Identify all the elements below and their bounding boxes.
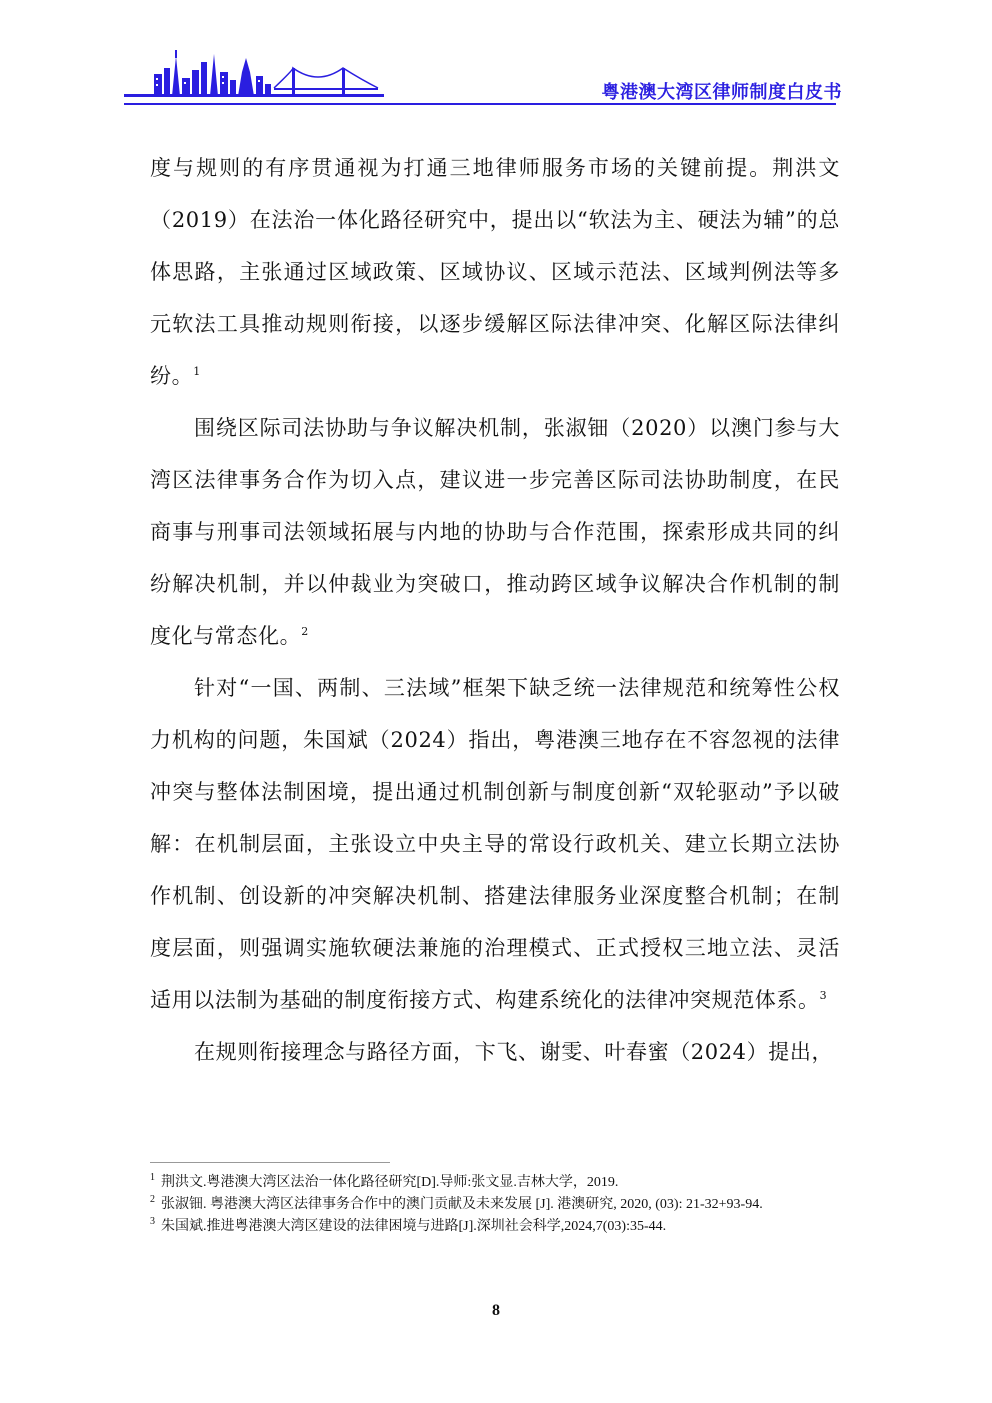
footnote-3 bbox=[150, 1216, 840, 1238]
footnote-number: 3 bbox=[150, 1216, 155, 1228]
footnote-ref[interactable]: 1 bbox=[193, 365, 201, 378]
footnote-text: 朱国斌.推进粤港澳大湾区建设的法律困境与进路[J].深圳社会科学,2024,7(03):35-44. bbox=[161, 1219, 667, 1234]
footnote-1 bbox=[150, 1172, 840, 1194]
document-title: 粤港澳大湾区律师制度白皮书 bbox=[601, 82, 842, 103]
paragraph-1 bbox=[150, 142, 840, 402]
footnote-text: 荆洪文.粤港澳大湾区法治一体化路径研究[D].导师:张文显.吉林大学，2019. bbox=[161, 1175, 619, 1190]
header-divider bbox=[124, 103, 836, 105]
page-header bbox=[0, 0, 992, 110]
paragraph-text: 针对“一国、两制、三法域”框架下缺乏统一法律规范和统筹性公权力机构的问题，朱国斌（2024）指出，粤港澳三地存在不容忽视的法律冲突与整体法制困境，提出通过机制创新与制度创新“双轮驱动”予以破解：在机制层面，主张设立中央主导的常设行政机关、建立长期立法协作机制、创设新的冲突解决机制、搭建法律服务业深度整合机制；在制度层面，则强调实施软硬法兼施的治理模式、正式授权三地立法、灵活适用以法制为基础的制度衔接方式、构建系统化的法律冲突规范体系。 bbox=[150, 676, 840, 1012]
footnote-text: 张淑钿. 粤港澳大湾区法律事务合作中的澳门贡献及未来发展 [J]. 港澳研究, 2020, (03): 21-32+93-94. bbox=[161, 1197, 763, 1212]
footnote-2 bbox=[150, 1194, 840, 1216]
footnote-ref[interactable]: 3 bbox=[819, 989, 828, 1002]
paragraph-3 bbox=[150, 662, 840, 1026]
body-text bbox=[150, 142, 840, 1078]
paragraph-text: 围绕区际司法协助与争议解决机制，张淑钿（2020）以澳门参与大湾区法律事务合作为切入点，建议进一步完善区际司法协助制度，在民商事与刑事司法领域拓展与内地的协助与合作范围，探索形成共同的纠纷解决机制，并以仲裁业为突破口，推动跨区域争议解决合作机制的制度化与常态化。 bbox=[150, 416, 840, 648]
city-skyline-icon bbox=[124, 50, 384, 106]
footnotes bbox=[150, 1172, 840, 1238]
paragraph-text: 在规则衔接理念与路径方面，卞飞、谢雯、叶春蜜（2024）提出， bbox=[194, 1040, 834, 1064]
footnote-number: 2 bbox=[150, 1194, 155, 1206]
footnote-number: 1 bbox=[150, 1172, 155, 1184]
footnote-divider bbox=[150, 1162, 390, 1163]
paragraph-4 bbox=[150, 1026, 840, 1078]
paragraph-2 bbox=[150, 402, 840, 662]
page-number: 8 bbox=[492, 1302, 500, 1319]
paragraph-text: 度与规则的有序贯通视为打通三地律师服务市场的关键前提。荆洪文（2019）在法治一体化路径研究中，提出以“软法为主、硬法为辅”的总体思路，主张通过区域政策、区域协议、区域示范法、区域判例法等多元软法工具推动规则衔接，以逐步缓解区际法律冲突、化解区际法律纠纷。 bbox=[150, 156, 840, 388]
footnote-ref[interactable]: 2 bbox=[301, 625, 309, 638]
